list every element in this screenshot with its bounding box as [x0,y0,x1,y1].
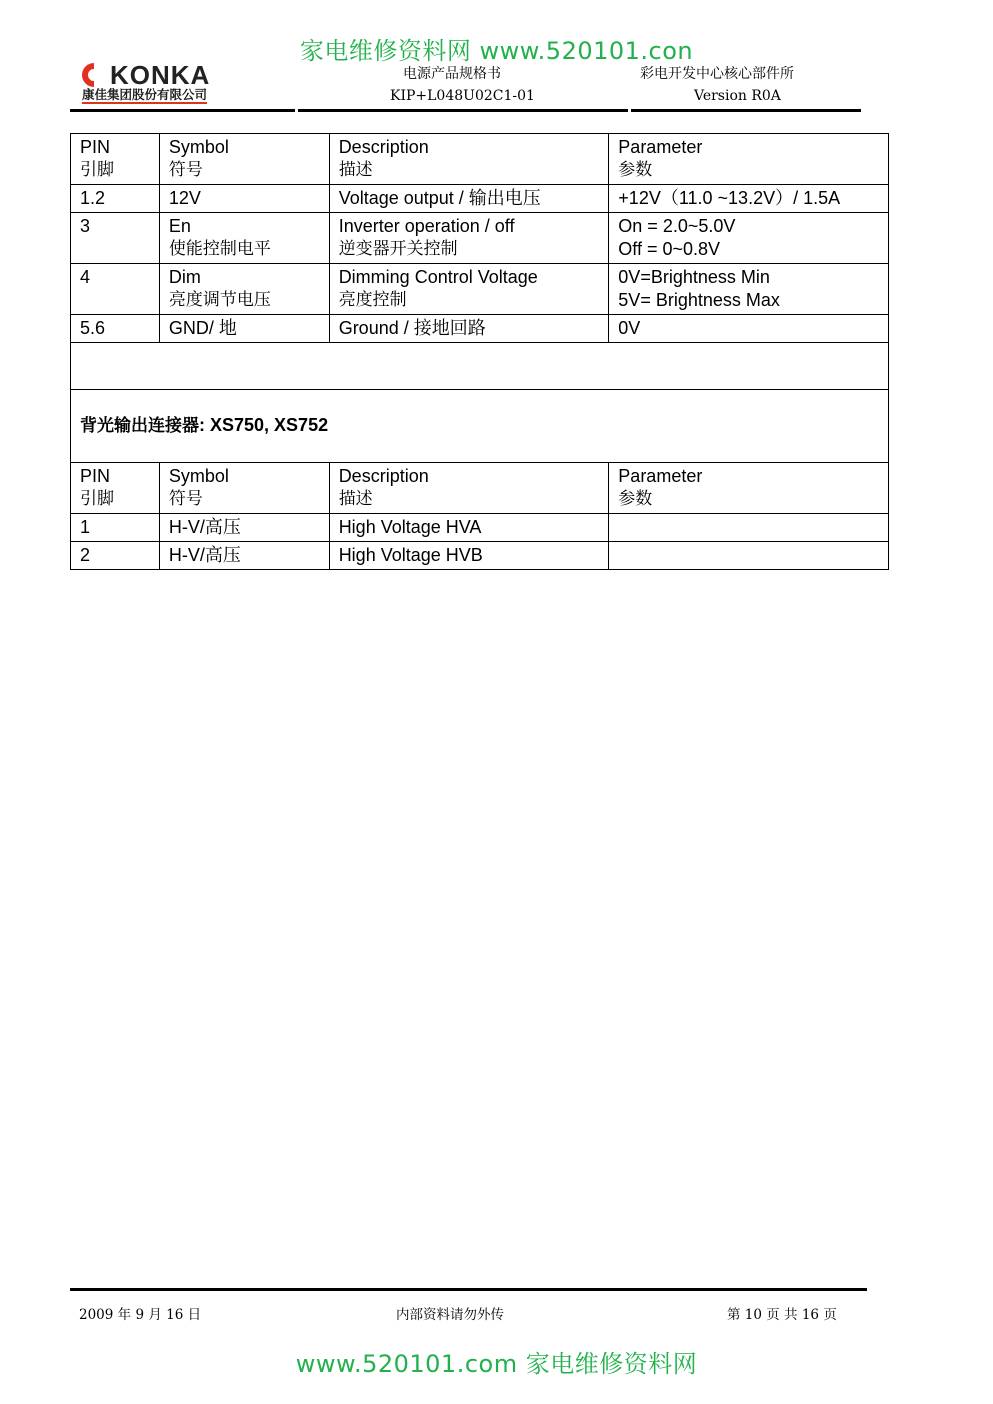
row-symbol [159,213,329,264]
header-parameter-en: Parameter [618,466,703,486]
row-parameter: +12V（11.0 ~13.2V）/ 1.5A [609,185,889,213]
version: Version R0A [694,88,781,104]
table-row [71,514,889,542]
table-row [71,264,889,315]
row-parameter: 0V [609,315,889,343]
row-symbol: H-V/高压 [159,542,329,570]
header-parameter [609,134,889,185]
header-parameter-cn: 参数 [618,160,653,180]
header-description-cn: 描述 [338,160,373,180]
row-parameter-line2: 5V= Brightness Max [618,290,780,310]
row-parameter-line1: On = 2.0~5.0V [618,216,736,236]
row-pin: 1.2 [71,185,160,213]
header-symbol-cn: 符号 [168,489,203,509]
footer-notice: 内部资料请勿外传 [396,1307,504,1323]
header-symbol-en: Symbol [168,137,229,157]
header-rule-left [70,109,295,112]
row-pin: 5.6 [71,315,160,343]
header-pin-en: PIN [80,466,111,486]
table-row [71,213,889,264]
header-symbol [159,463,329,514]
watermark-top: 家电维修资料网 www.520101.con [299,37,694,65]
row-description [329,264,609,315]
row-parameter-line1: 0V=Brightness Min [618,267,770,287]
header-description-en: Description [338,137,429,157]
header-description-en: Description [338,466,429,486]
row-symbol [159,264,329,315]
header-parameter-cn: 参数 [618,489,653,509]
row-description: Ground / 接地回路 [329,315,609,343]
footer-page-number: 第 10 页 共 16 页 [727,1307,837,1323]
row-parameter [609,264,889,315]
watermark-bottom: www.520101.com 家电维修资料网 [295,1350,698,1378]
row-description [329,213,609,264]
row-symbol-en: Dim [168,267,201,287]
header-rule-right [631,109,861,112]
table-row [71,185,889,213]
header-pin-cn: 引脚 [80,160,114,180]
row-parameter-line2: Off = 0~0.8V [618,239,721,259]
header-parameter [609,463,889,514]
footer-date: 2009 年 9 月 16 日 [79,1307,202,1323]
section-title-connectors: : XS750, XS752 [199,415,329,435]
table-header-row [71,134,889,185]
section-title-cell [71,390,889,463]
spacer-row [71,343,889,390]
row-description: High Voltage HVA [329,514,609,542]
header-parameter-en: Parameter [618,137,703,157]
department: 彩电开发中心核心部件所 [640,66,794,82]
table-row [71,315,889,343]
row-description-cn: 逆变器开关控制 [338,239,458,259]
row-parameter [609,542,889,570]
row-symbol: H-V/高压 [159,514,329,542]
header-pin-en: PIN [80,137,111,157]
row-pin: 4 [71,264,160,315]
row-symbol-cn: 亮度调节电压 [168,290,271,310]
header-symbol-cn: 符号 [168,160,203,180]
row-description-en: Inverter operation / off [338,216,515,236]
row-parameter [609,213,889,264]
header-pin [71,463,160,514]
header-pin [71,134,160,185]
doc-title: 电源产品规格书 [403,66,501,82]
spacer-cell [71,343,889,390]
doc-number: KIP+L048U02C1-01 [390,88,535,104]
row-pin: 3 [71,213,160,264]
row-description: High Voltage HVB [329,542,609,570]
header-description-cn: 描述 [338,489,373,509]
konka-mark-icon [82,62,106,88]
logo-subtitle: 康佳集团股份有限公司 [82,87,208,102]
footer-rule [70,1288,867,1291]
table-row [71,542,889,570]
konka-logo [82,60,262,108]
section-title-row [71,390,889,463]
row-symbol-cn: 使能控制电平 [168,239,271,259]
row-symbol: GND/ 地 [159,315,329,343]
header-rule-middle [298,109,628,112]
section-title-cn: 背光输出连接器 [80,416,199,436]
row-pin: 2 [71,542,160,570]
pin-spec-table [70,133,889,570]
row-description: Voltage output / 输出电压 [329,185,609,213]
header-description [329,134,609,185]
logo-brand: KONKA [110,60,211,90]
row-pin: 1 [71,514,160,542]
row-description-en: Dimming Control Voltage [338,267,538,287]
row-symbol: 12V [159,185,329,213]
header-pin-cn: 引脚 [80,489,114,509]
header-symbol [159,134,329,185]
row-parameter [609,514,889,542]
row-description-cn: 亮度控制 [338,290,407,310]
table2-header-row [71,463,889,514]
header-symbol-en: Symbol [168,466,229,486]
row-symbol-en: En [168,216,191,236]
header-description [329,463,609,514]
